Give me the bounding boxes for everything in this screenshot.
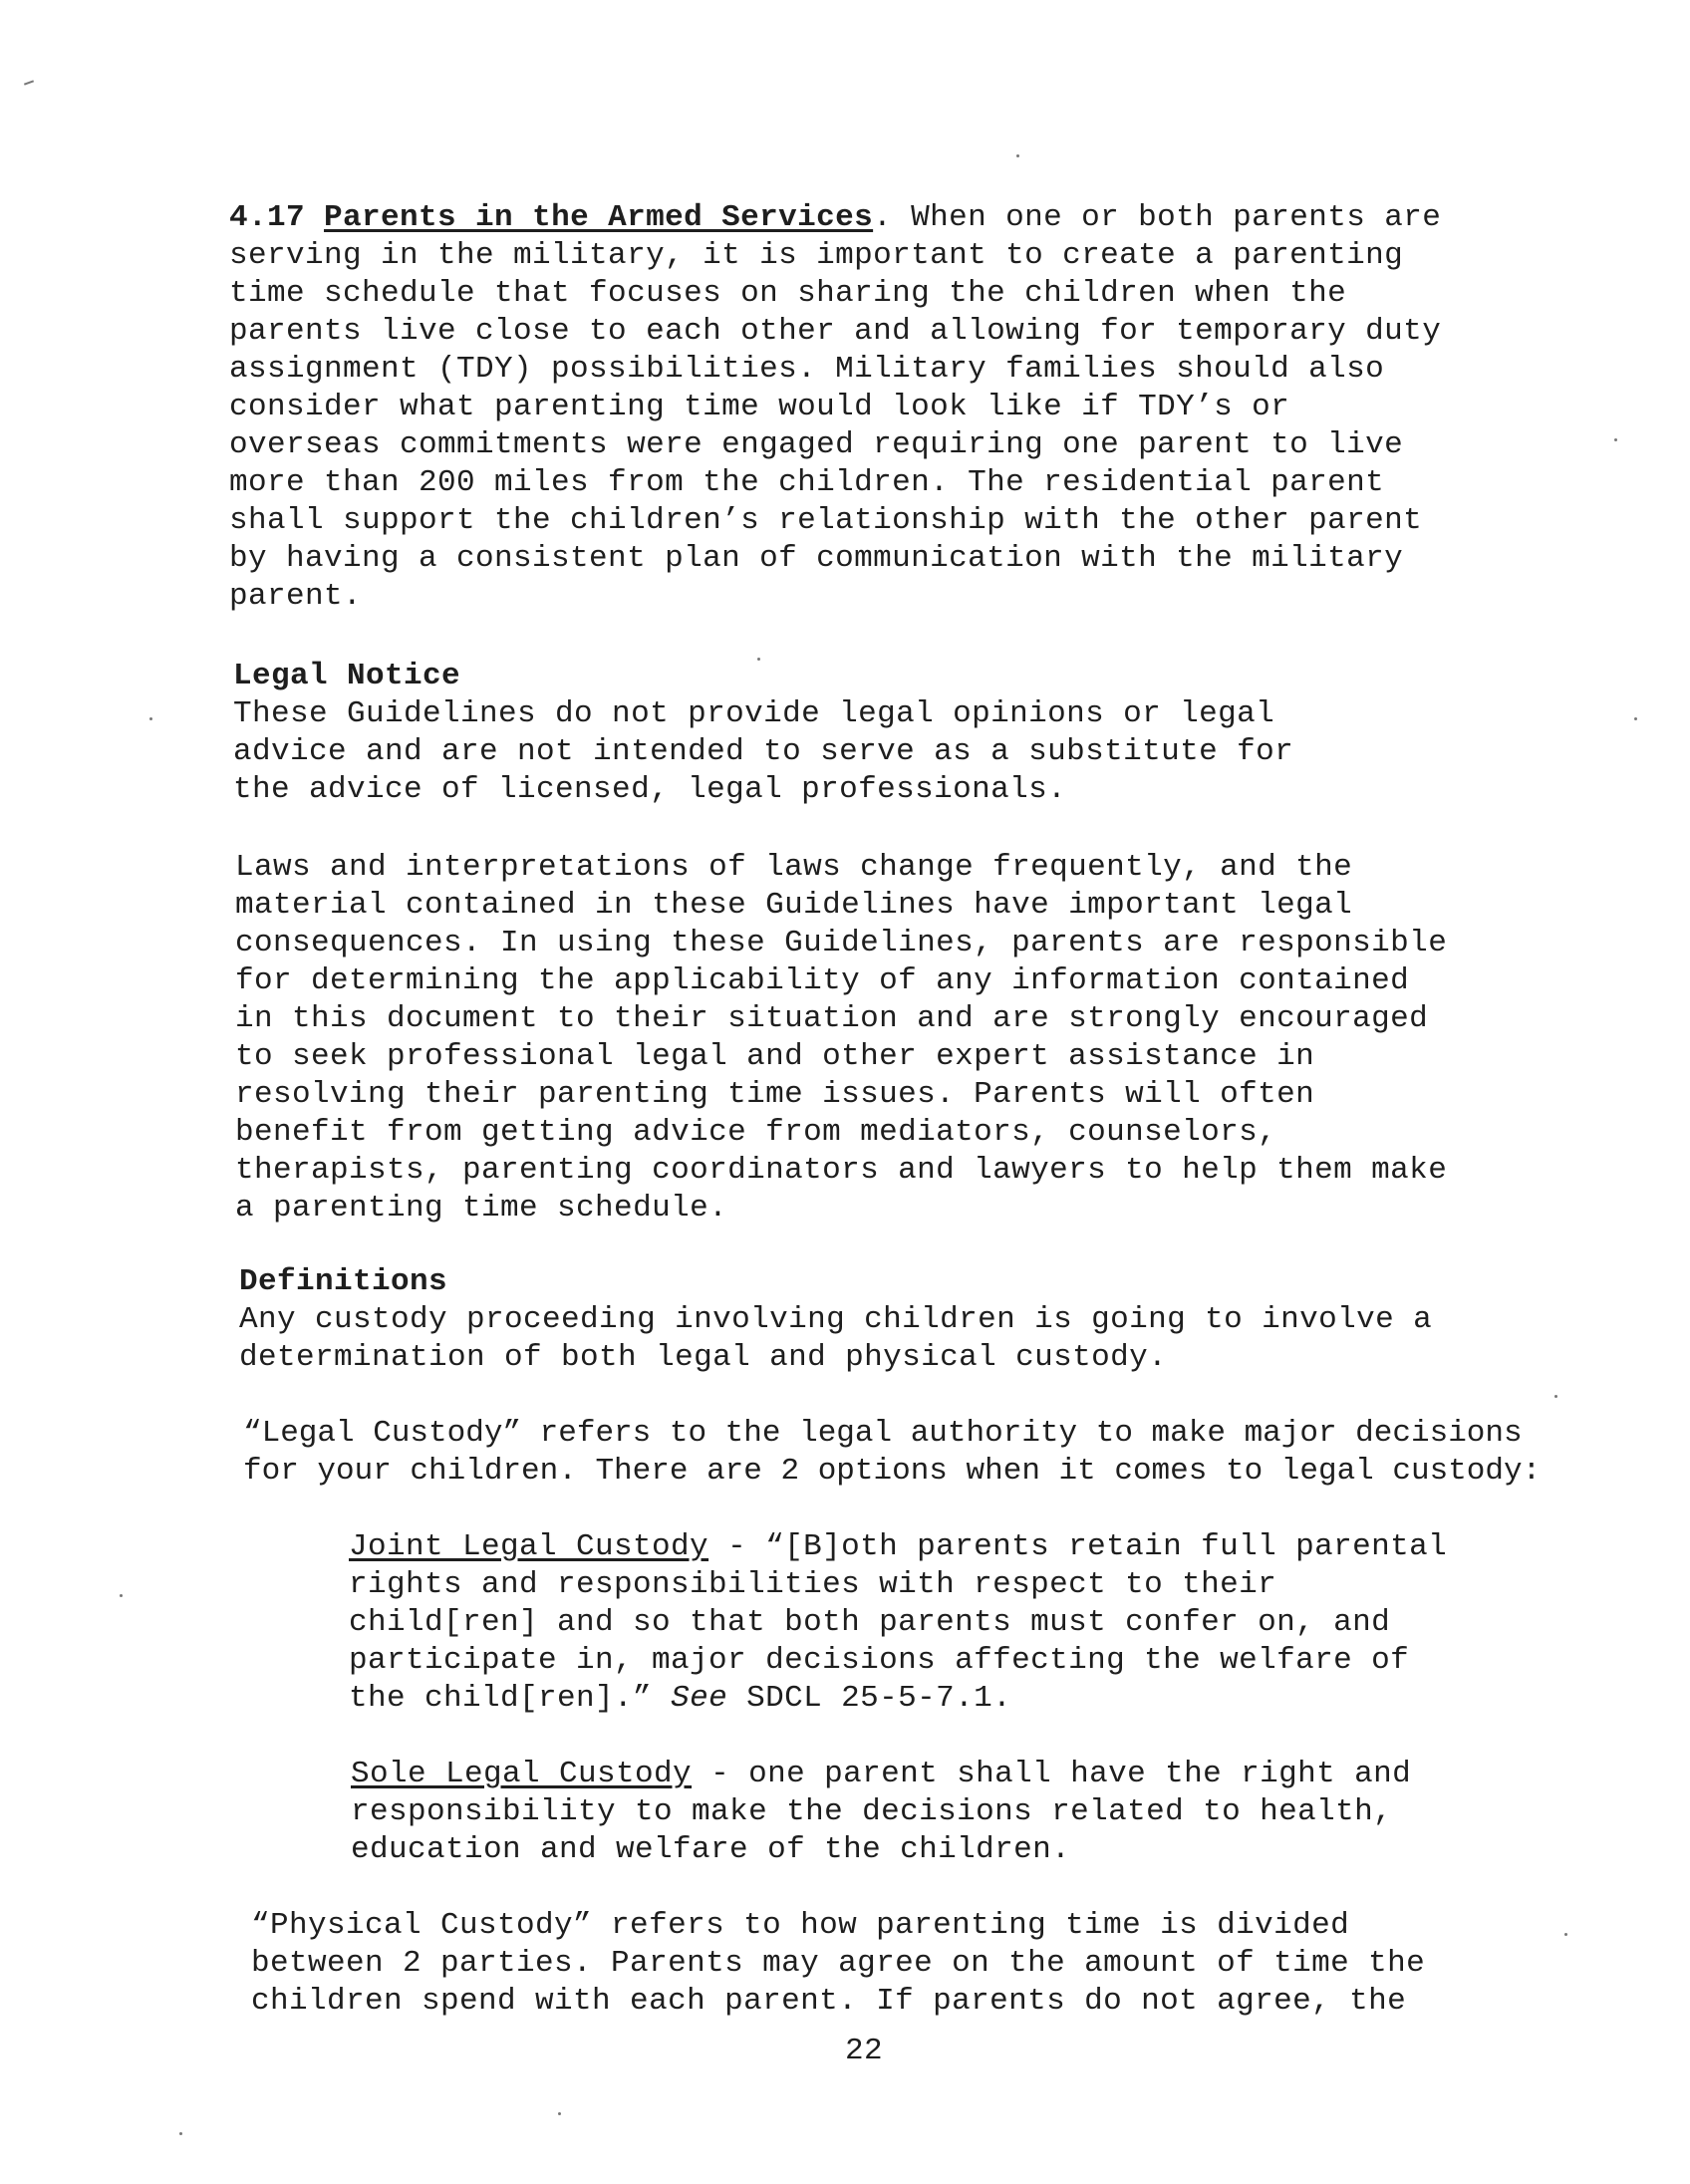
scan-speck — [558, 2112, 561, 2115]
legal-custody-line: for your children. There are 2 options when it comes to legal custody: — [243, 1454, 1542, 1489]
legal-notice-line: the advice of licensed, legal professionals. — [233, 772, 1067, 807]
joint-last-line — [349, 1680, 1011, 1718]
legal-notice-line: benefit from getting advice from mediators, counselors, — [235, 1115, 1277, 1150]
physical-custody-line: between 2 parties. Parents may agree on the amount of time the — [251, 1946, 1426, 1981]
scan-speck — [1564, 1933, 1567, 1936]
legal-notice-line: a parenting time schedule. — [235, 1191, 728, 1226]
physical-custody-line: children spend with each parent. If parents do not agree, the — [251, 1984, 1407, 2019]
legal-notice-line: to seek professional legal and other expert assistance in — [235, 1039, 1315, 1074]
scan-speck — [149, 717, 152, 720]
sole-first-line-text: - one parent shall have the right and — [692, 1757, 1412, 1791]
sole-line: responsibility to make the decisions related to health, — [351, 1794, 1393, 1829]
physical-custody-line: “Physical Custody” refers to how parenting time is divided — [251, 1908, 1350, 1943]
definitions-heading: Definitions — [239, 1264, 448, 1299]
section-line: parents live close to each other and allowing for temporary duty — [229, 314, 1442, 349]
section-4-17-first-line — [229, 199, 1441, 237]
legal-notice-line: consequences. In using these Guidelines, parents are responsible — [235, 926, 1448, 960]
scan-speck — [1016, 154, 1019, 157]
section-line: by having a consistent plan of communication with the military — [229, 541, 1404, 576]
section-first-line-text: . When one or both parents are — [873, 200, 1442, 235]
scan-speck — [757, 658, 760, 661]
scan-speck — [1614, 438, 1617, 441]
statute-citation: SDCL 25-5-7.1. — [727, 1681, 1012, 1716]
joint-legal-custody-first-line — [349, 1528, 1447, 1566]
scan-speck — [1554, 1395, 1557, 1398]
definitions-line: determination of both legal and physical custody. — [239, 1340, 1168, 1375]
joint-last-text: the child[ren].” — [349, 1681, 672, 1716]
section-line: shall support the children’s relationship with the other parent — [229, 503, 1423, 538]
joint-first-line-text: - “[B]oth parents retain full parental — [708, 1529, 1448, 1564]
section-line: assignment (TDY) possibilities. Military families should also — [229, 352, 1385, 387]
definitions-line: Any custody proceeding involving children is going to involve a — [239, 1302, 1433, 1337]
scan-speck — [24, 80, 34, 85]
section-heading: Parents in the Armed Services — [324, 200, 874, 235]
sole-legal-custody-first-line — [351, 1756, 1411, 1793]
section-line: parent. — [229, 579, 363, 614]
page-number: 22 — [845, 2034, 884, 2068]
scan-speck — [120, 1594, 123, 1597]
legal-notice-line: Laws and interpretations of laws change frequently, and the — [235, 850, 1353, 885]
legal-notice-line: resolving their parenting time issues. Parents will often — [235, 1077, 1315, 1112]
legal-notice-line: in this document to their situation and are strongly encouraged — [235, 1001, 1429, 1036]
legal-notice-heading: Legal Notice — [233, 659, 461, 693]
sole-legal-custody-term: Sole Legal Custody — [351, 1757, 693, 1791]
joint-line: participate in, major decisions affecting the welfare of — [349, 1643, 1410, 1678]
joint-line: rights and responsibilities with respect to their — [349, 1567, 1277, 1602]
joint-legal-custody-term: Joint Legal Custody — [349, 1529, 709, 1564]
legal-notice-line: material contained in these Guidelines have important legal — [235, 888, 1353, 923]
see-signal: See — [671, 1681, 728, 1716]
section-line: more than 200 miles from the children. The residential parent — [229, 465, 1385, 500]
scan-speck — [1634, 717, 1637, 720]
scan-speck — [179, 2132, 182, 2135]
legal-notice-line: therapists, parenting coordinators and lawyers to help them make — [235, 1153, 1448, 1188]
legal-notice-line: for determining the applicability of any information contained — [235, 963, 1410, 998]
sole-line: education and welfare of the children. — [351, 1832, 1071, 1867]
legal-notice-line: These Guidelines do not provide legal opinions or legal — [233, 696, 1275, 731]
joint-line: child[ren] and so that both parents must confer on, and — [349, 1605, 1391, 1640]
legal-custody-line: “Legal Custody” refers to the legal authority to make major decisions — [243, 1416, 1523, 1451]
section-line: consider what parenting time would look like if TDY’s or — [229, 390, 1290, 424]
section-number: 4.17 — [229, 200, 306, 235]
section-line: overseas commitments were engaged requiring one parent to live — [229, 427, 1404, 462]
legal-notice-line: advice and are not intended to serve as a substitute for — [233, 734, 1294, 769]
section-line: serving in the military, it is important to create a parenting — [229, 238, 1404, 273]
section-line: time schedule that focuses on sharing the children when the — [229, 276, 1347, 311]
